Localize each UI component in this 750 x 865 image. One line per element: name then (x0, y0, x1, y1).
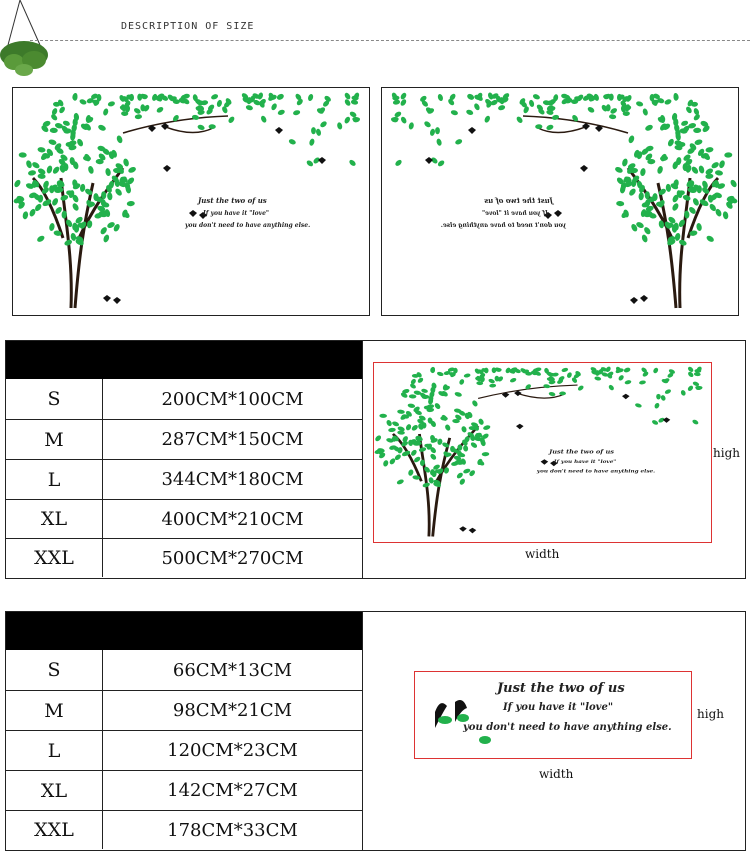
tree-measure-frame (373, 362, 712, 543)
table-row (6, 539, 362, 577)
decal-line-1-mirrored: Just the two of us (484, 196, 553, 205)
table-row (6, 420, 362, 460)
table-row (6, 691, 362, 731)
tree-size-section (5, 340, 746, 579)
size-code: M (6, 691, 103, 730)
decal-line-2-large: If you have it "love" (503, 702, 614, 713)
size-dimensions: 400CM*210CM (161, 508, 304, 530)
section-title: DESCRIPTION OF SIZE (121, 21, 255, 32)
decal-preview-left (12, 87, 370, 316)
size-dimensions: 344CM*180CM (161, 469, 304, 490)
size-dimensions: 287CM*150CM (161, 429, 304, 450)
width-label: width (539, 767, 574, 781)
decal-line-1: Just the two of us (198, 196, 267, 205)
table-row (6, 379, 362, 420)
table-row (6, 811, 362, 849)
table-row (6, 650, 362, 691)
size-dimensions: 500CM*270CM (161, 547, 304, 569)
size-dimensions: 120CM*23CM (167, 740, 298, 761)
size-dimensions: 98CM*21CM (172, 700, 293, 721)
high-label: high (697, 707, 724, 721)
size-code: S (6, 379, 103, 419)
size-code: XL (6, 771, 103, 810)
size-code: S (6, 650, 103, 690)
dashed-divider (30, 40, 750, 41)
text-size-section (5, 611, 746, 851)
table-row (6, 731, 362, 771)
table-row (6, 771, 362, 811)
decal-line-1-large: Just the two of us (497, 681, 625, 696)
decal-line-2-small: If you have it "love" (553, 459, 617, 465)
decal-preview-right-mirrored (381, 87, 739, 316)
size-dimensions: 200CM*100CM (161, 388, 304, 410)
table-header (6, 612, 362, 650)
decal-line-2-mirrored: If you have it "love" (481, 210, 548, 217)
size-dimensions: 178CM*33CM (167, 819, 298, 841)
decal-line-3-mirrored: you don't need to have anything else. (440, 222, 566, 229)
width-label: width (525, 547, 560, 561)
size-code: XXL (6, 539, 103, 577)
table-row (6, 460, 362, 500)
size-dimensions: 66CM*13CM (172, 659, 293, 681)
tree-illustration-small (374, 366, 703, 537)
text-measure-frame (414, 671, 692, 759)
decal-line-3-small: you don't need to have anything else. (536, 468, 656, 475)
decal-line-3: you don't need to have anything else. (185, 222, 311, 229)
size-code: XXL (6, 811, 103, 849)
size-dimensions: 142CM*27CM (167, 780, 298, 801)
decal-line-1-small: Just the two of us (549, 449, 614, 456)
decal-line-3-large: you don't need to have anything else. (463, 722, 672, 733)
size-code: L (6, 731, 103, 770)
size-code: M (6, 420, 103, 459)
table-row (6, 500, 362, 539)
tree-illustration (13, 92, 361, 308)
decal-line-2: If you have it "love" (203, 210, 270, 217)
table-header (6, 341, 362, 379)
size-code: XL (6, 500, 103, 538)
size-code: L (6, 460, 103, 499)
tree-illustration-mirrored (390, 92, 738, 308)
high-label: high (713, 446, 740, 460)
